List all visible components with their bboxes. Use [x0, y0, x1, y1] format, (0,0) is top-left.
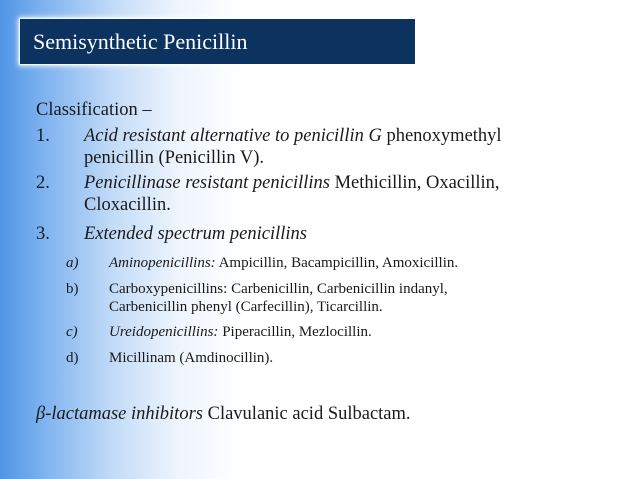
subitem-d-letter: d) — [66, 350, 79, 366]
item-3-number: 3. — [36, 224, 50, 244]
subitem-b-letter: b) — [66, 281, 79, 297]
beta-lactamase-emphasis: β-lactamase inhibitors — [36, 404, 203, 424]
item-1 — [84, 125, 502, 147]
beta-lactamase-line — [36, 403, 411, 425]
item-1-continuation: penicillin (Penicillin V). — [84, 148, 265, 168]
item-1-number: 1. — [36, 126, 50, 146]
title-bar — [20, 19, 415, 64]
slide-title: Semisynthetic Penicillin — [33, 29, 248, 54]
subitem-a-emphasis: Aminopenicillins: — [109, 255, 216, 271]
item-1-text: phenoxymethyl — [381, 126, 502, 146]
item-2-continuation: Cloxacillin. — [84, 195, 171, 215]
subitem-a-text: Ampicillin, Bacampicillin, Amoxicillin. — [215, 255, 459, 271]
subitem-c-emphasis: Ureidopenicillins: — [109, 324, 219, 340]
item-3-emphasis: Extended spectrum penicillins — [84, 224, 307, 244]
subitem-a-letter: a) — [66, 255, 79, 271]
item-2 — [84, 172, 500, 194]
subitem-c — [109, 323, 372, 341]
item-2-number: 2. — [36, 173, 50, 193]
classification-heading: Classification – — [36, 100, 152, 120]
subitem-c-text: Piperacillin, Mezlocillin. — [218, 324, 372, 340]
subitem-c-letter: c) — [66, 324, 78, 340]
item-1-emphasis: Acid resistant alternative to penicillin G — [84, 126, 382, 146]
subitem-a — [109, 254, 458, 272]
subitem-b-continuation: Carbenicillin phenyl (Carfecillin), Ticarcillin. — [109, 299, 383, 315]
beta-lactamase-text: Clavulanic acid Sulbactam. — [202, 404, 411, 424]
subitem-b-text: Carboxypenicillins: Carbenicillin, Carbenicillin indanyl, — [109, 281, 448, 297]
item-2-emphasis: Penicillinase resistant penicillins — [84, 173, 330, 193]
subitem-d-text: Micillinam (Amdinocillin). — [109, 350, 274, 366]
item-2-text: Methicillin, Oxacillin, — [329, 173, 500, 193]
